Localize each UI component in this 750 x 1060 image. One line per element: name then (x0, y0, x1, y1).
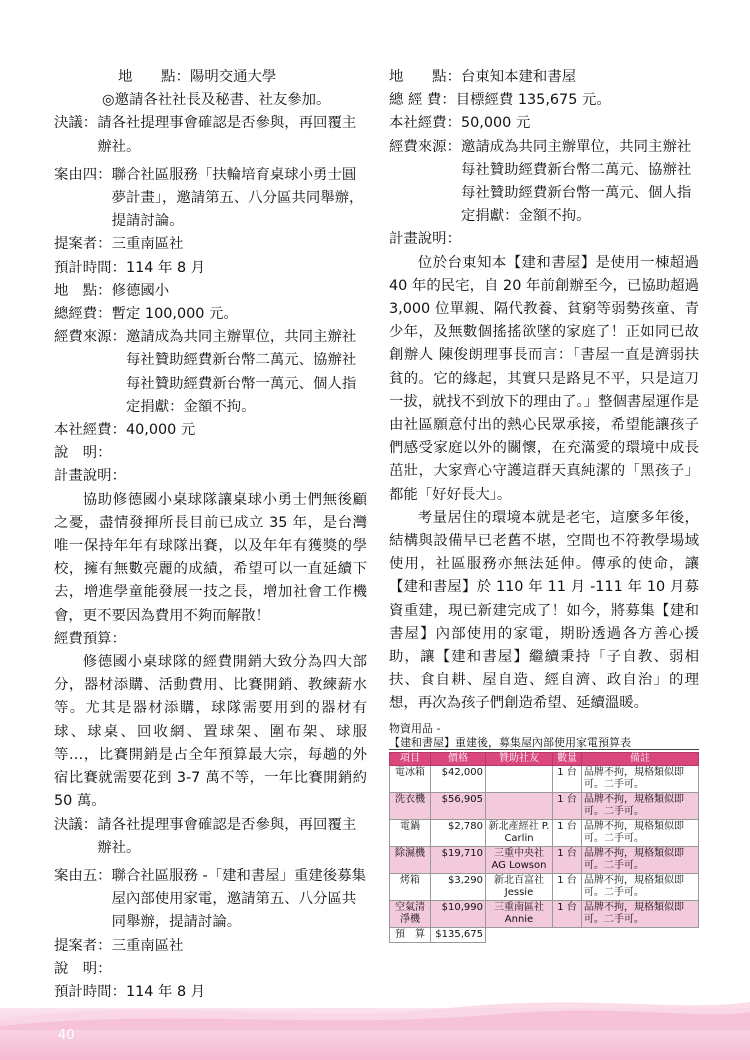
cell-note: 品牌不拘，規格類似即可。二手可。 (582, 792, 699, 819)
table-row (390, 765, 699, 792)
cell-item: 烤箱 (390, 873, 431, 900)
club-budget-value: 40,000 元 (125, 422, 196, 439)
location-row (54, 280, 367, 303)
case-label: 案由四： (54, 166, 112, 183)
invite-note: ◎邀請各社社長及秘書、社友參加。 (102, 92, 331, 109)
table-header-row (390, 752, 699, 765)
table-row (390, 792, 699, 819)
case-title: 聯合社區服務 -「建和書屋」重建後募集屋內部使用家電，邀請第五、八分區共同舉辦，提請討論。 (111, 867, 366, 931)
cell-item: 電鍋 (390, 819, 431, 846)
budget-label: 經費預算： (54, 630, 126, 647)
right-column (389, 66, 699, 943)
proposer-label: 提案者： (54, 937, 112, 954)
left-column (54, 66, 367, 1004)
club-budget-label: 本社經費： (54, 422, 126, 439)
page-footer (0, 1008, 750, 1060)
cell-note: 品牌不拘，規格類似即可。二手可。 (582, 765, 699, 792)
header-note: 備註 (582, 752, 699, 765)
table-total-row (390, 927, 699, 942)
total-label: 預 算 (390, 927, 431, 942)
funding-source-value: 邀請成為共同主辦單位，共同主辦社每社贊助經費新台幣二萬元、協辦社每社贊助經費新台幣一萬元、個人指定捐獻：金額不拘。 (125, 329, 357, 415)
time-label: 預計時間： (54, 983, 126, 1000)
plan-paragraph: 協助修德國小桌球隊讓桌球小勇士們無後顧之憂，盡情發揮所長目前已成立 35 年，是台灣唯一保持年年有球隊出賽，以及年年有獲獎的學校，擁有無數亮麗的成績，希望可以一直延續下去，增進學童能發展一技之長，增加社會工作機會，更不要因為費用不夠而解散！ (54, 491, 367, 624)
resolution-text: 請各社提理事會確認是否參與，再回覆主辦社。 (97, 816, 357, 856)
header-item: 項目 (390, 752, 431, 765)
cell-price: $2,780 (431, 819, 486, 846)
cell-item: 除濕機 (390, 846, 431, 873)
table-row (390, 846, 699, 873)
cell-price: $10,990 (431, 900, 486, 927)
cell-sponsor: 三重中央社 AG Lowson (486, 846, 553, 873)
total-budget-label: 總經費： (54, 306, 112, 323)
funding-source-row (389, 136, 699, 229)
proposer-value: 三重南區社 (111, 937, 184, 954)
funding-source-label: 經費來源： (389, 138, 461, 155)
time-row (54, 257, 367, 280)
time-value: 114 年 8 月 (125, 983, 206, 1000)
proposer-label: 提案者： (54, 236, 112, 253)
page-number: 40 (58, 1028, 75, 1043)
resolution-text: 請各社提理事會確認是否參與，再回覆主辦社。 (97, 115, 357, 155)
plan-paragraph-1: 位於台東知本【建和書屋】是使用一棟超過 40 年的民宅，自 20 年前創辦至今，已協助超過 3,000 位單親、隔代教養、貧窮等弱勢孩童、青少年，及無數個搖搖欲墜的家庭了！正如同已故創辦人 陳俊朗理事長而言：「書屋一直是濟弱扶貧的。它的緣起，其實只是路見不平，只是這刀一拔，就找不到放下的理由了。」整個書屋運作是由社區願意付出的熱心民眾承接，希望能讓孩子們感受家庭以外的關懷，在充滿愛的環境中成長茁壯，大家齊心守護這群天真純潔的「黑孩子」都能「好好長大」。 (389, 254, 699, 503)
venue-label: 地 點： (118, 69, 190, 85)
club-budget-value: 50,000 元 (460, 115, 531, 132)
cell-price: $19,710 (431, 846, 486, 873)
header-price: 價格 (431, 752, 486, 765)
footer-wave-decoration (0, 990, 750, 1030)
venue-value: 陽明交通大學 (189, 69, 277, 85)
plan-label: 計畫說明： (54, 468, 126, 485)
cell-item: 空氣清淨機 (390, 900, 431, 927)
cell-qty: 1 台 (553, 900, 582, 927)
cell-price: $56,905 (431, 792, 486, 819)
total-budget-value: 目標經費 135,675 元。 (455, 92, 611, 109)
total-budget-label: 總 經 費： (389, 92, 456, 109)
cell-qty: 1 台 (553, 819, 582, 846)
table-title: 【建和書屋】重建後，募集屋內部使用家電預算表 (389, 736, 699, 750)
header-qty: 數量 (553, 752, 582, 765)
cell-item: 洗衣機 (390, 792, 431, 819)
cell-sponsor: 三重南區社 Annie (486, 900, 553, 927)
budget-paragraph: 修德國小桌球隊的經費開銷大致分為四大部分，器材添購、活動費用、比賽開銷、教練薪水等。尤其是器材添購，球隊需要用到的器材有球、球桌、回收網、置球架、圍布架、球服等…，比賽開銷是占全年預算最大宗，每趟的外宿比賽就需要花到 3-7 萬不等，一年比賽開銷約 50 萬。 (54, 654, 367, 810)
location-label: 地 點： (54, 282, 112, 299)
resolution-label: 決議： (54, 816, 98, 833)
case-title: 聯合社區服務「扶輪培育桌球小勇士圓夢計畫」，邀請第五、八分區共同舉辦，提請討論。 (111, 166, 364, 230)
plan-paragraph-2: 考量居住的環境本就是老宅，這麼多年後，結構與設備早已老舊不堪，空間也不符教學場域使用，社區服務亦無法延伸。傳承的使命，讓【建和書屋】於 110 年 11 月 -111 年 10 月募資重建，現已新建完成了！如今，將募集【建和書屋】內部使用的家電，期盼透過各方善心援助，讓【建和書屋】繼續秉持「子自教、弱相扶、食自耕、屋自造、經自濟、政自治」的理想，再次為孩子們創造希望、延續溫暖。 (389, 509, 699, 712)
club-budget-row (54, 419, 367, 442)
funding-source-label: 經費來源： (54, 329, 126, 346)
club-budget-label: 本社經費： (389, 115, 461, 132)
funding-source-value: 邀請成為共同主辦單位，共同主辦社每社贊助經費新台幣二萬元、協辦社每社贊助經費新台幣一萬元、個人指定捐獻：金額不拘。 (460, 138, 692, 225)
location-value: 台東知本建和書屋 (460, 69, 577, 85)
club-budget-row (389, 112, 699, 135)
cell-item: 電冰箱 (390, 765, 431, 792)
case-label: 案由五： (54, 867, 112, 884)
header-sponsor: 贊助社友 (486, 752, 553, 765)
location-value: 修德國小 (111, 282, 170, 299)
description-label: 說 明： (54, 960, 112, 977)
time-label: 預計時間： (54, 259, 126, 276)
funding-source-row (54, 326, 367, 419)
cell-sponsor (486, 792, 553, 819)
case-4 (54, 164, 367, 234)
location-row (389, 66, 699, 89)
cell-qty: 1 台 (553, 846, 582, 873)
total-value: $135,675 (431, 927, 486, 942)
total-budget-row (54, 303, 367, 326)
resolution-label: 決議： (54, 115, 98, 132)
cell-qty: 1 台 (553, 765, 582, 792)
resolution-1 (54, 112, 367, 158)
cell-sponsor: 新北產經社 P. Carlin (486, 819, 553, 846)
table-caption: 物資用品 - (389, 721, 441, 735)
proposer-row (54, 935, 367, 958)
time-value: 114 年 8 月 (125, 259, 206, 276)
location-label: 地 點： (389, 69, 461, 85)
cell-note: 品牌不拘，規格類似即可。二手可。 (582, 846, 699, 873)
cell-qty: 1 台 (553, 792, 582, 819)
cell-note: 品牌不拘，規格類似即可。二手可。 (582, 819, 699, 846)
proposer-value: 三重南區社 (111, 236, 184, 253)
resolution-2 (54, 814, 367, 860)
venue-line (54, 66, 367, 89)
total-budget-value: 暫定 100,000 元。 (111, 306, 238, 323)
cell-sponsor (486, 765, 553, 792)
budget-table (389, 752, 699, 943)
cell-qty: 1 台 (553, 873, 582, 900)
cell-price: $42,000 (431, 765, 486, 792)
total-budget-row (389, 89, 699, 112)
case-5 (54, 865, 367, 935)
cell-price: $3,290 (431, 873, 486, 900)
cell-sponsor: 新北百富社 Jessie (486, 873, 553, 900)
cell-note: 品牌不拘，規格類似即可。二手可。 (582, 873, 699, 900)
plan-label: 計畫說明： (389, 231, 461, 248)
description-label: 說 明： (54, 445, 112, 462)
table-row (390, 873, 699, 900)
table-row (390, 900, 699, 927)
cell-note: 品牌不拘，規格類似即可。二手可。 (582, 900, 699, 927)
proposer-row (54, 233, 367, 256)
table-row (390, 819, 699, 846)
